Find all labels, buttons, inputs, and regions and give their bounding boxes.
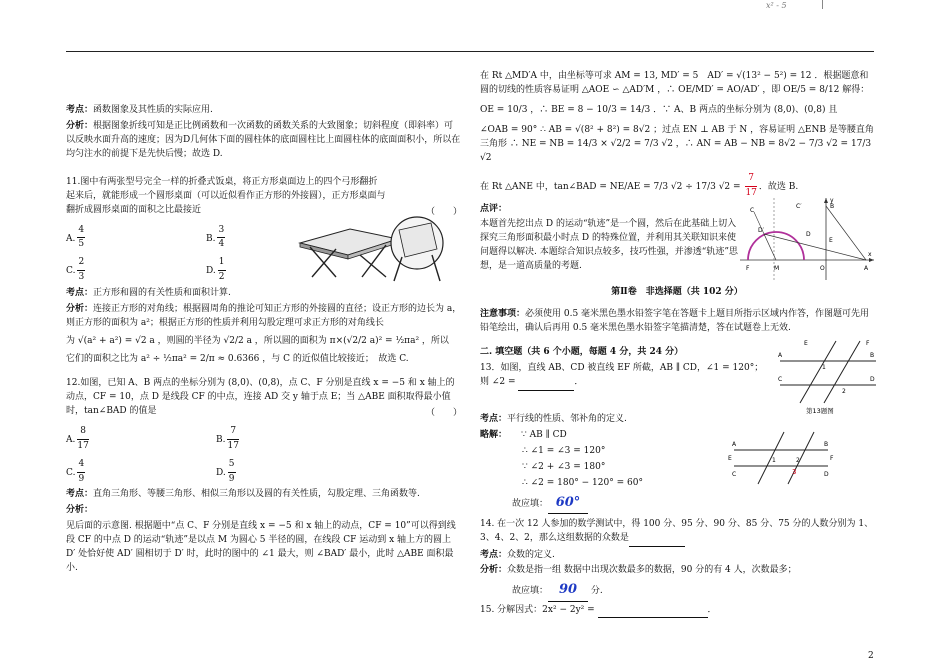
q12-dianping: 点评： — [480, 203, 508, 214]
q12-solution-4: 在 Rt △ANE 中，tan∠BAD = NE/AE = 7/3 √2 ÷ 17/3 √2 = $\frac{7}{17}$ ．故选 B. — [480, 172, 799, 198]
q13-step-4: ∴ ∠2 = 180° − 120° = 60° — [522, 477, 643, 488]
q12-figure-label-m: M — [774, 265, 780, 272]
q12-option-c[interactable]: C. $\frac{4}{9}$ — [66, 458, 85, 484]
q11-line-a: 为 √(a² + a²) = √2 a ，则圆的半径为 √2/2 a ，所以圆的面积为 π×(√2/2 a)² = ½πa² ，所以 — [66, 336, 449, 347]
part2-title: 二. 填空题（共 6 个小题，每题 4 分，共 24 分） — [480, 347, 684, 357]
q14-kaodian: 考点：众数的定义. — [480, 549, 555, 560]
q13s-label-3: 3 — [792, 468, 797, 476]
q13-stem: 13．如图，直线 AB、CD 被直线 EF 所截，AB ∥ CD，∠1 = 120°；则 ∠2 = ． — [480, 362, 770, 391]
q10-kaodian: 考点：函数图象及其性质的实际应用. — [66, 105, 213, 115]
q13-label-e: E — [804, 340, 808, 347]
q13-step-3: ∵ ∠2 + ∠3 = 180° — [522, 461, 606, 472]
q11-option-c[interactable]: C. $\frac{2}{3}$ — [66, 257, 85, 283]
q12-figure-label-e: E — [829, 237, 833, 244]
q12-fenxi: 见后面的示意图. 根据题中“点 C、F 分别是直线 x = −5 和 x 轴上的动点，CF = 10”可以得到线段 CF 的中点 D 的运动“轨迹”是以点 M 为圆心 5 半径的圆，在线段 CF 运动到 x 轴上方的圆上 D′ 处恰好使 AD′ 圆相切于 D′ 时，此时的图中的 ∠1 最大，则 ∠BAD′ 最小，此时 △ABE 面积最小. — [66, 521, 456, 574]
q13-label-c: C — [778, 376, 783, 383]
q12-figure-label-c-prime: C′ — [796, 203, 802, 210]
q12-figure-label-x: x — [868, 251, 872, 258]
header-rule — [66, 51, 874, 52]
q13-blank[interactable] — [518, 376, 574, 391]
header-fragment: x² - 5 — [766, 1, 787, 10]
q12-option-b[interactable]: B. $\frac{7}{17}$ — [216, 425, 239, 451]
q12-kaodian: 考点：直角三角形、等腰三角形、相似三角形以及圆的有关性质，勾股定理、三角函数等. — [66, 489, 420, 500]
q12-paren: （ ） — [425, 407, 462, 418]
q13-label-f: F — [866, 340, 870, 347]
q13s-label-d: D — [824, 471, 829, 478]
q13s-label-c: C — [732, 471, 737, 478]
q12-solution-2: OE = 10/3 ，∴ BE = 8 − 10/3 = 14/3 ．∵ A、B 两点的坐标分别为 (8,0)、(0,8) 且 — [480, 104, 838, 115]
q12-figure-label-f: F — [746, 265, 750, 272]
q12-fenxi-label: 分析： — [66, 505, 94, 516]
q13-answer: 60° — [548, 493, 588, 514]
header-divider — [822, 0, 823, 9]
q12-figure-label-b: B — [830, 203, 835, 210]
q13-label-d: D — [870, 376, 875, 383]
q13s-label-1: 1 — [772, 457, 776, 464]
q12-dianping-text: 本题首先挖出点 D 的运动“轨迹”是一个圆，然后在此基础上切入探究三角形面积最小时点 D 的特殊位置，并利用其关联知识来使问题得以解决. 本题综合知识点较多，技巧性强，并渗透“轨迹”思想，是一道高质量的考题. — [480, 219, 738, 272]
q11-options — [66, 222, 296, 288]
q12-figure-label-c: C — [750, 207, 755, 214]
left-column — [66, 64, 462, 578]
q11-stem: 11.图中有两张型号完全一样的折叠式饭桌，将正方形桌面边上的四个弓形翻折起来后，就能形成一个圆形桌面（可以近似看作正方形的外接圆），正方形桌面与翻折成圆形桌面的面积之比最接近 — [66, 176, 386, 215]
page-number: 2 — [868, 651, 874, 661]
q13s-label-b: B — [824, 441, 829, 448]
q12-figure-label-d: D — [806, 231, 811, 238]
q14-fill: 故应填： 90 分. — [512, 580, 874, 601]
q12-option-d[interactable]: D. $\frac{5}{9}$ — [216, 458, 235, 484]
q11-line-b: 它们的面积之比为 a² ÷ ½πa² = 2/π ≈ 0.6366 ，与 C 的近似值比较接近； 故选 C. — [66, 354, 409, 364]
q13s-label-2: 2 — [796, 457, 800, 464]
q13-label-b: B — [870, 352, 875, 359]
q13-solution-figure — [728, 428, 838, 490]
folding-table-figure — [290, 205, 450, 285]
q13-label-a: A — [778, 352, 783, 359]
q11-option-b[interactable]: B. $\frac{3}{4}$ — [206, 224, 225, 250]
q12-solution-1: 在 Rt △MD′A 中，由坐标等可求 AM = 13, MD′ = 5 AD′ = √(13² − 5²) = 12 ．根据题意和圆的切线的性质容易证明 △AOE ∽ △AD′M ，∴ OE/MD′ = AO/AD′ ，即 OE/5 = 8/12 解得： — [480, 71, 870, 95]
q12-figure-label-a: A — [864, 265, 869, 272]
q13-kaodian: 考点：平行线的性质、邻补角的定义. — [480, 413, 627, 424]
q13-label-2: 2 — [842, 388, 846, 395]
q14-answer: 90 — [548, 580, 588, 601]
q11-paren: （ ） — [425, 206, 462, 217]
q13-step-2: ∴ ∠1 = ∠3 = 120° — [522, 445, 606, 456]
q12-coordinate-figure — [740, 196, 876, 282]
notice: 注意事项：必须使用 0.5 毫米黑色墨水铅签字笔在答题卡上题目所指示区域内作答，作图题可先用铅笔绘出，确认后再用 0.5 毫米黑色墨水铅签字笔描清楚，答在试题卷上无效. — [480, 309, 870, 334]
q12-figure-label-d-prime: D′ — [758, 227, 764, 234]
q13-label-1: 1 — [822, 364, 826, 371]
q13s-label-f: F — [830, 455, 834, 462]
q13s-label-e: E — [728, 455, 732, 462]
q14-blank[interactable] — [629, 532, 685, 547]
q15-blank[interactable] — [598, 604, 708, 619]
q12-option-a[interactable]: A. $\frac{8}{17}$ — [66, 425, 89, 451]
q12-figure-label-o: O — [820, 265, 825, 272]
q12-stem: 12.如图，已知 A、B 两点的坐标分别为 (8,0)、(0,8)，点 C、F 分别是直线 x = −5 和 x 轴上的动点，CF = 10，点 D 是线段 CF 的中点，连接 AD 交 y 轴于点 E；当 △ABE 面积取得最小值时，tan∠BAD 的值是 — [66, 377, 455, 416]
q14-stem: 14. 在一次 12 人参加的数学测试中，得 100 分、95 分、90 分、85 分、75 分的人数分别为 1、3、4、2、2，那么这组数据的众数是 — [480, 518, 874, 547]
q10-fenxi: 分析：根据图象折线可知是正比例函数和一次函数的函数关系的大致图象；切斜程度（即斜率）可以反映水面升高的速度；因为D几何体下面的圆柱体的底面圆柱比上面圆柱体的底面面积小，所以在均匀注水的前提下是先快后慢；故选 D. — [66, 120, 461, 159]
q13-figure — [776, 337, 880, 417]
q15-stem: 15. 分解因式：2x² − 2y² = ． — [480, 604, 874, 619]
q13s-label-a: A — [732, 441, 737, 448]
q12-options — [66, 423, 462, 489]
q13-lue: 略解： ∵ AB ∥ CD — [480, 429, 567, 440]
q12-solution-3: ∠OAB = 90° ∴ AB = √(8² + 8²) = 8√2 ；过点 EN ⊥ AB 于 N ，容易证明 △ENB 是等腰直角三角形 ∴ NE = NB = 14/3 × √2/2 = 7/3 √2 ，∴ AN = AB − NB = 8√2 − 7/3 √2 = 17/3 √2 — [480, 124, 874, 163]
q12-figure-label-y: y — [830, 197, 834, 204]
q14-fenxi: 分析：众数是指一组 数据中出现次数最多的数据，90 分的有 4 人，次数最多； — [480, 565, 797, 576]
q11-kaodian: 考点：正方形和圆的有关性质和面积计算. — [66, 288, 231, 299]
section-title: 第Ⅱ卷 非选择题（共 102 分） — [611, 287, 743, 298]
q13-caption: 第13题图 — [806, 407, 834, 415]
q13-fill: 故应填： 60° — [512, 493, 874, 514]
q11-option-d[interactable]: D. $\frac{1}{2}$ — [206, 257, 225, 283]
q11-option-a[interactable]: A. $\frac{4}{5}$ — [66, 224, 85, 250]
q11-fenxi: 分析：连接正方形的对角线；根据圆周角的推论可知正方形的外接圆的直径；设正方形的边长为 a，则正方形的面积为 a²；根据正方形的性质并利用勾股定理可求正方形的对角线长 — [66, 304, 462, 329]
